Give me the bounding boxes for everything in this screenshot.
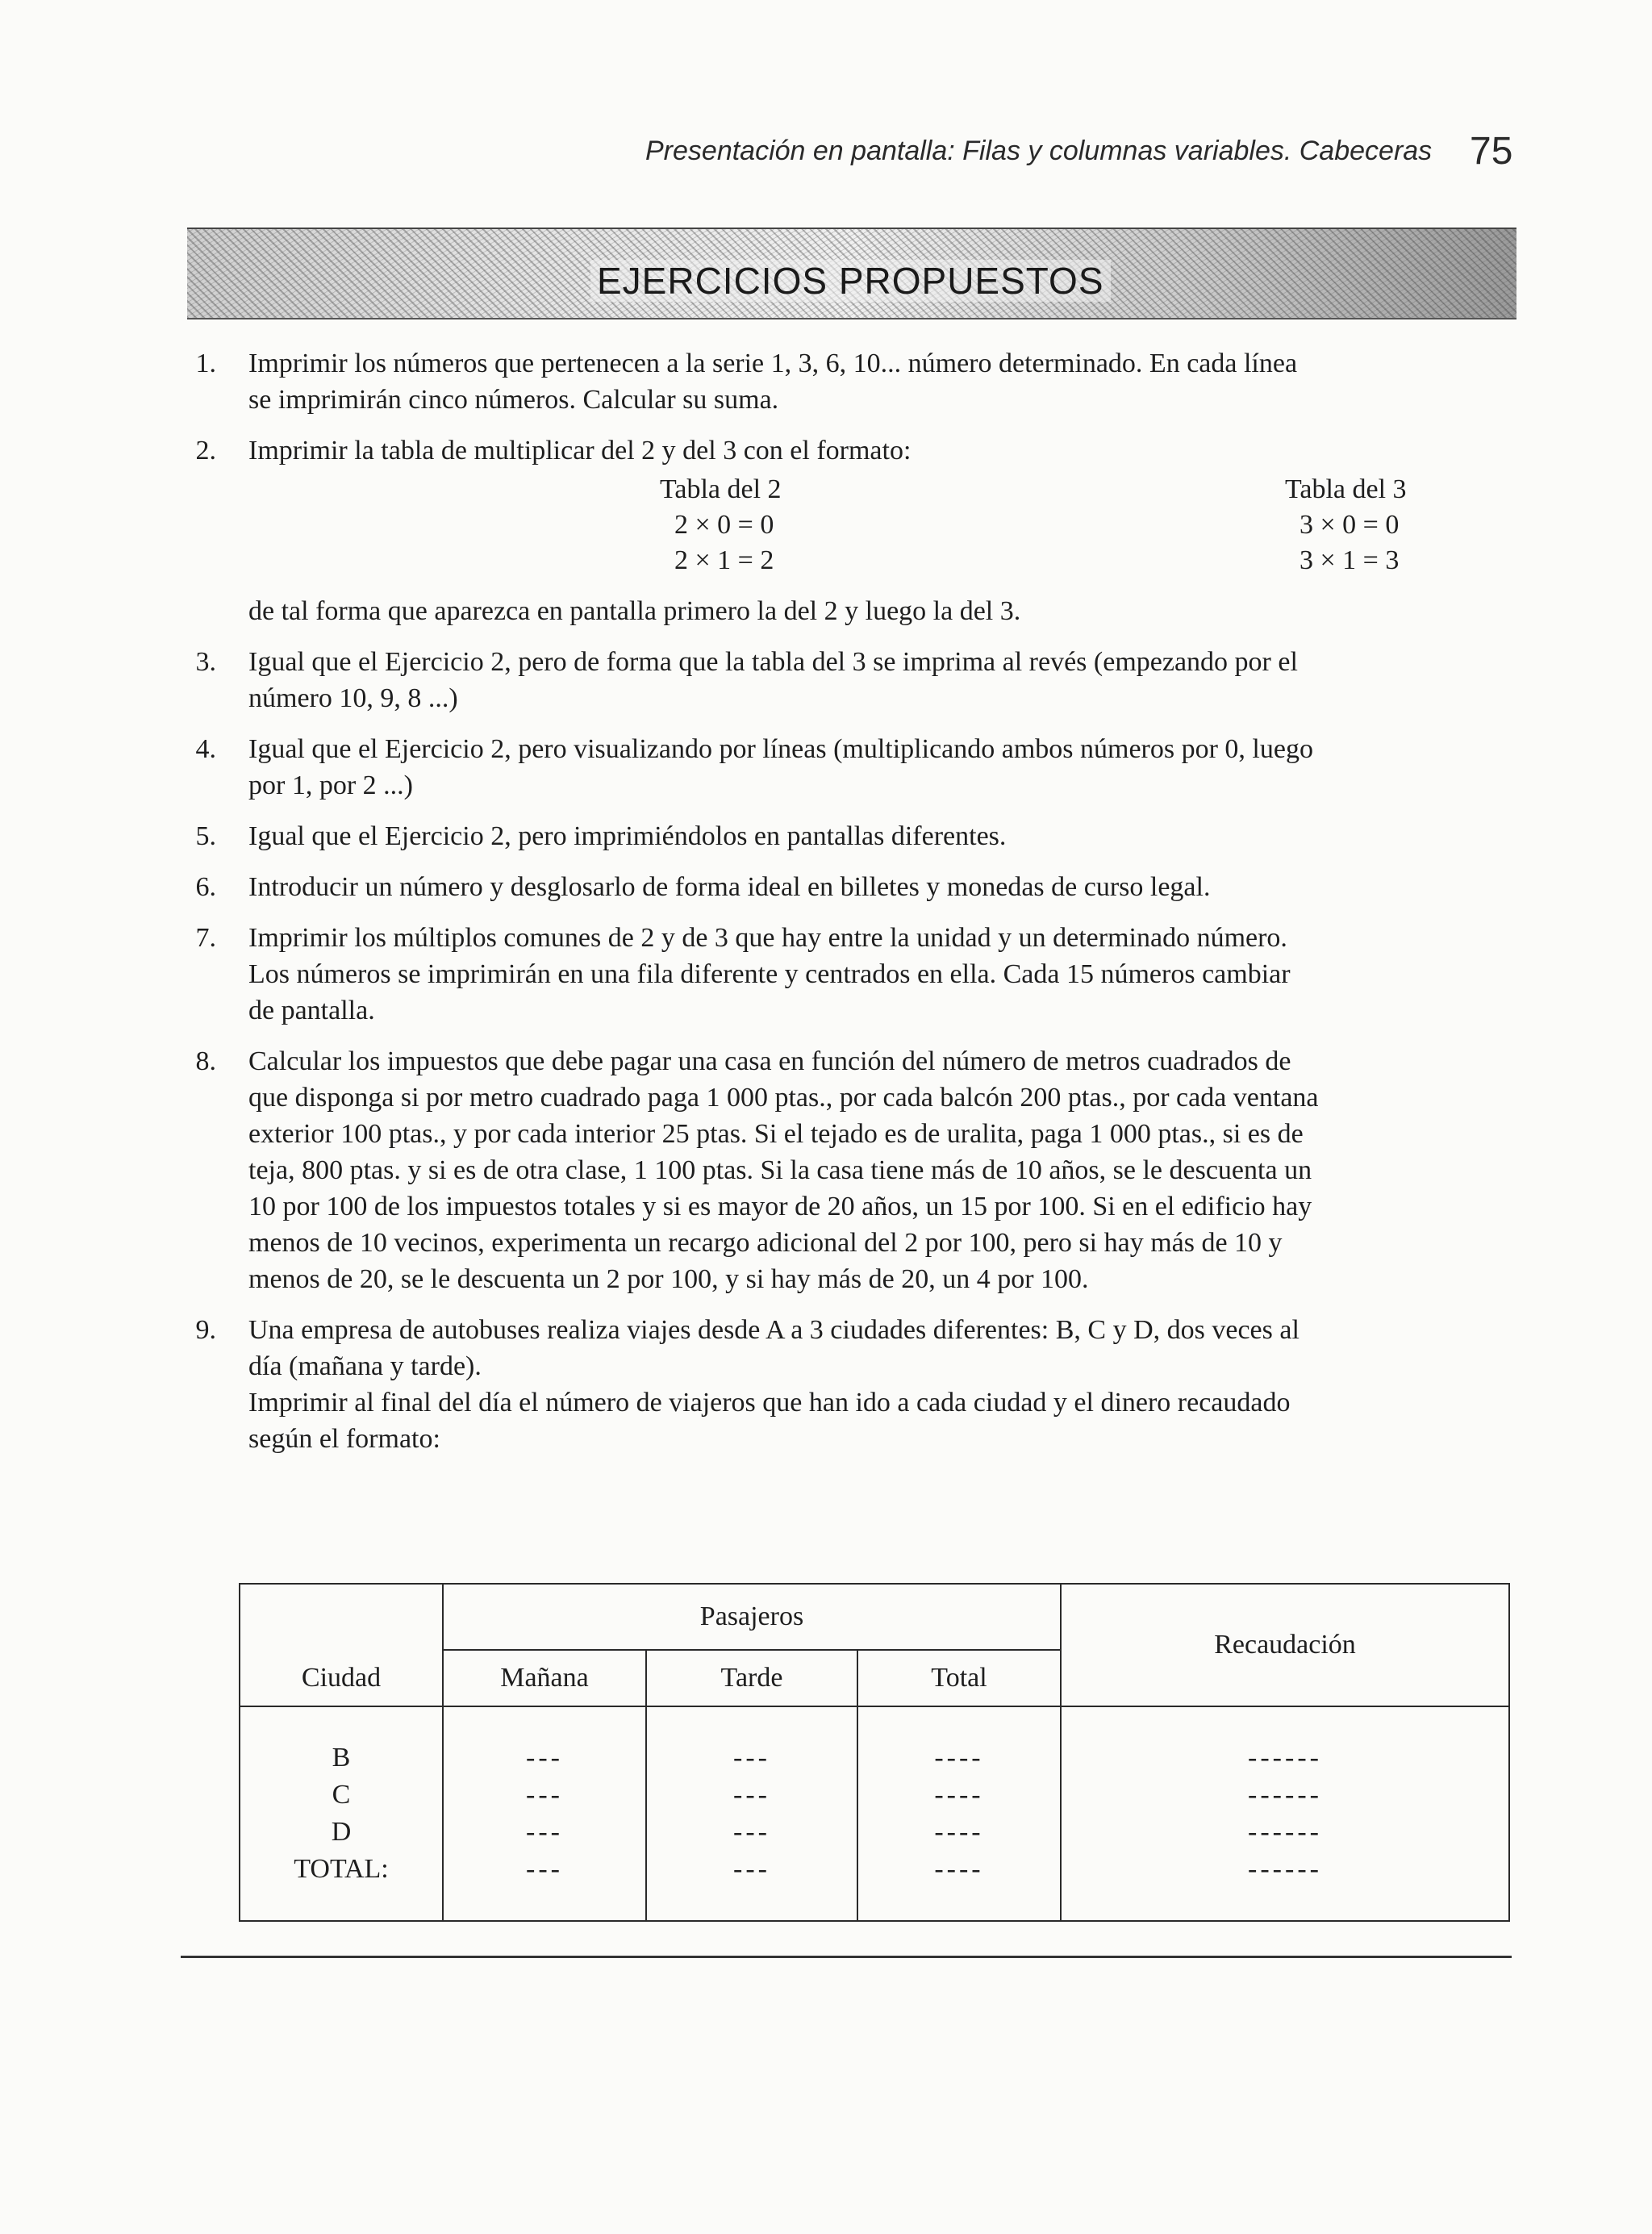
exercise-text: [248, 818, 1523, 854]
table-line: 2 × 1 = 2: [674, 545, 774, 575]
table-title: Tabla del 2: [660, 474, 782, 504]
placeholder-value: ----: [934, 1743, 984, 1773]
exercise-text: [248, 432, 1523, 469]
exercise-text: [248, 644, 1523, 716]
exercise-number: 8.: [195, 1046, 216, 1076]
placeholder-value: ---: [526, 1817, 563, 1847]
placeholder-value: ---: [733, 1780, 770, 1810]
text-line: Imprimir la tabla de multiplicar del 2 y del 3 con el formato:: [248, 436, 912, 466]
placeholder-value: ------: [1248, 1817, 1322, 1847]
total-header: Total: [857, 1650, 1061, 1706]
bottom-rule: [181, 1956, 1512, 1958]
section-title: EJERCICIOS PROPUESTOS: [590, 260, 1111, 302]
table-line: 3 × 0 = 0: [1299, 510, 1400, 540]
text-line: Los números se imprimirán en una fila diferente y centrados en ella. Cada 15 números cambiar: [248, 959, 1291, 989]
exercise-number: 2.: [195, 436, 216, 466]
text-line: día (mañana y tarde).: [248, 1351, 482, 1381]
text-line: teja, 800 ptas. y si es de otra clase, 1 100 ptas. Si la casa tiene más de 10 años, se le descuenta un: [248, 1155, 1312, 1185]
table-row: [240, 1584, 1509, 1650]
recaudacion-header: Recaudación: [1061, 1584, 1509, 1706]
exercise-item: [184, 432, 1523, 629]
city-name: B: [332, 1743, 351, 1773]
placeholder-value: ------: [1248, 1854, 1322, 1884]
text-line: número 10, 9, 8 ...): [248, 683, 458, 713]
exercise-item: [184, 920, 1523, 1029]
exercise-text: [248, 920, 1523, 1029]
text-line: por 1, por 2 ...): [248, 770, 413, 800]
exercise-text: [248, 1043, 1523, 1297]
text-line: 10 por 100 de los impuestos totales y si es mayor de 20 años, un 15 por 100. Si en el edificio hay: [248, 1192, 1312, 1221]
exercise-number: 6.: [195, 872, 216, 902]
bus-table: [239, 1583, 1510, 1922]
exercise-number: 3.: [195, 647, 216, 677]
manana-header: Mañana: [443, 1650, 646, 1706]
section-banner: [187, 229, 1516, 318]
tarde-column: [646, 1706, 857, 1921]
page-number: 75: [1470, 130, 1513, 173]
exercise-item: [184, 644, 1523, 716]
text-line: Imprimir los múltiplos comunes de 2 y de 3 que hay entre la unidad y un determinado número.: [248, 923, 1287, 953]
city-name: TOTAL:: [294, 1854, 389, 1884]
exercise-text: [248, 869, 1523, 905]
city-column: [240, 1706, 443, 1921]
placeholder-value: ---: [526, 1743, 563, 1773]
placeholder-value: ---: [733, 1743, 770, 1773]
exercise-item: [184, 1312, 1523, 1457]
exercise-text: [248, 1312, 1523, 1457]
text-line: Igual que el Ejercicio 2, pero visualizando por líneas (multiplicando ambos números por 0, luego: [248, 734, 1313, 764]
text-line: exterior 100 ptas., y por cada interior 25 ptas. Si el tejado es de uralita, paga 1 000 ptas., si es de: [248, 1119, 1304, 1149]
placeholder-value: ---: [733, 1854, 770, 1884]
total-column: [857, 1706, 1061, 1921]
table-of-2: [660, 472, 782, 578]
multiplication-tables: [248, 472, 1523, 593]
text-line: según el formato:: [248, 1424, 440, 1454]
text-line: Igual que el Ejercicio 2, pero de forma que la tabla del 3 se imprima al revés (empezando por el: [248, 647, 1298, 677]
text-line: de tal forma que aparezca en pantalla primero la del 2 y luego la del 3.: [248, 596, 1021, 626]
recaudacion-column: [1061, 1706, 1509, 1921]
exercise-number: 7.: [195, 923, 216, 953]
placeholder-value: ---: [526, 1854, 563, 1884]
ciudad-header: Ciudad: [240, 1650, 443, 1706]
table-of-3: [1285, 472, 1407, 578]
text-line: menos de 20, se le descuenta un 2 por 100, y si hay más de 20, un 4 por 100.: [248, 1264, 1089, 1294]
exercise-number: 5.: [195, 821, 216, 851]
exercise-text: [248, 345, 1523, 418]
exercise-item: [184, 1043, 1523, 1297]
text-line: Imprimir los números que pertenecen a la serie 1, 3, 6, 10... número determinado. En cada línea: [248, 349, 1298, 378]
empty-corner-cell: [240, 1584, 443, 1650]
placeholder-value: ---: [733, 1817, 770, 1847]
text-line: Introducir un número y desglosarlo de forma ideal en billetes y monedas de curso legal.: [248, 872, 1211, 902]
text-line: Una empresa de autobuses realiza viajes desde A a 3 ciudades diferentes: B, C y D, dos veces al: [248, 1315, 1299, 1345]
manana-column: [443, 1706, 646, 1921]
table-line: 3 × 1 = 3: [1299, 545, 1400, 575]
placeholder-value: ------: [1248, 1780, 1322, 1810]
tarde-header: Tarde: [646, 1650, 857, 1706]
text-line: de pantalla.: [248, 996, 375, 1025]
placeholder-value: ----: [934, 1817, 984, 1847]
text-line: se imprimirán cinco números. Calcular su suma.: [248, 385, 779, 415]
placeholder-value: ------: [1248, 1743, 1322, 1773]
running-header: Presentación en pantalla: Filas y columnas variables. Cabeceras: [645, 136, 1433, 166]
pasajeros-group-header: Pasajeros: [443, 1584, 1061, 1650]
exercise-item: [184, 818, 1523, 854]
exercise-number: 4.: [195, 734, 216, 764]
placeholder-value: ----: [934, 1780, 984, 1810]
text-line: Imprimir al final del día el número de viajeros que han ido a cada ciudad y el dinero recaudado: [248, 1388, 1291, 1418]
placeholder-value: ----: [934, 1854, 984, 1884]
exercise-text: [248, 731, 1523, 804]
table-line: 2 × 0 = 0: [674, 510, 774, 540]
city-name: D: [331, 1817, 352, 1847]
text-line: Calcular los impuestos que debe pagar una casa en función del número de metros cuadrados de: [248, 1046, 1291, 1076]
exercise-item: [184, 869, 1523, 905]
exercise-item: [184, 731, 1523, 804]
text-line: menos de 10 vecinos, experimenta un recargo adicional del 2 por 100, pero si hay más de 10 y: [248, 1228, 1283, 1258]
bus-table-container: [239, 1583, 1510, 1922]
city-name: C: [332, 1780, 351, 1810]
table-row: [240, 1706, 1509, 1921]
placeholder-value: ---: [526, 1780, 563, 1810]
exercise-list: [184, 345, 1523, 1472]
banner-bottom-rule: [187, 318, 1516, 319]
text-line: que disponga si por metro cuadrado paga 1 000 ptas., por cada balcón 200 ptas., por cada ventana: [248, 1083, 1319, 1113]
exercise-text-after: [248, 593, 1523, 629]
table-title: Tabla del 3: [1285, 474, 1407, 504]
text-line: Igual que el Ejercicio 2, pero imprimiéndolos en pantallas diferentes.: [248, 821, 1007, 851]
exercise-number: 1.: [195, 349, 216, 378]
exercise-number: 9.: [195, 1315, 216, 1345]
exercise-item: [184, 345, 1523, 418]
